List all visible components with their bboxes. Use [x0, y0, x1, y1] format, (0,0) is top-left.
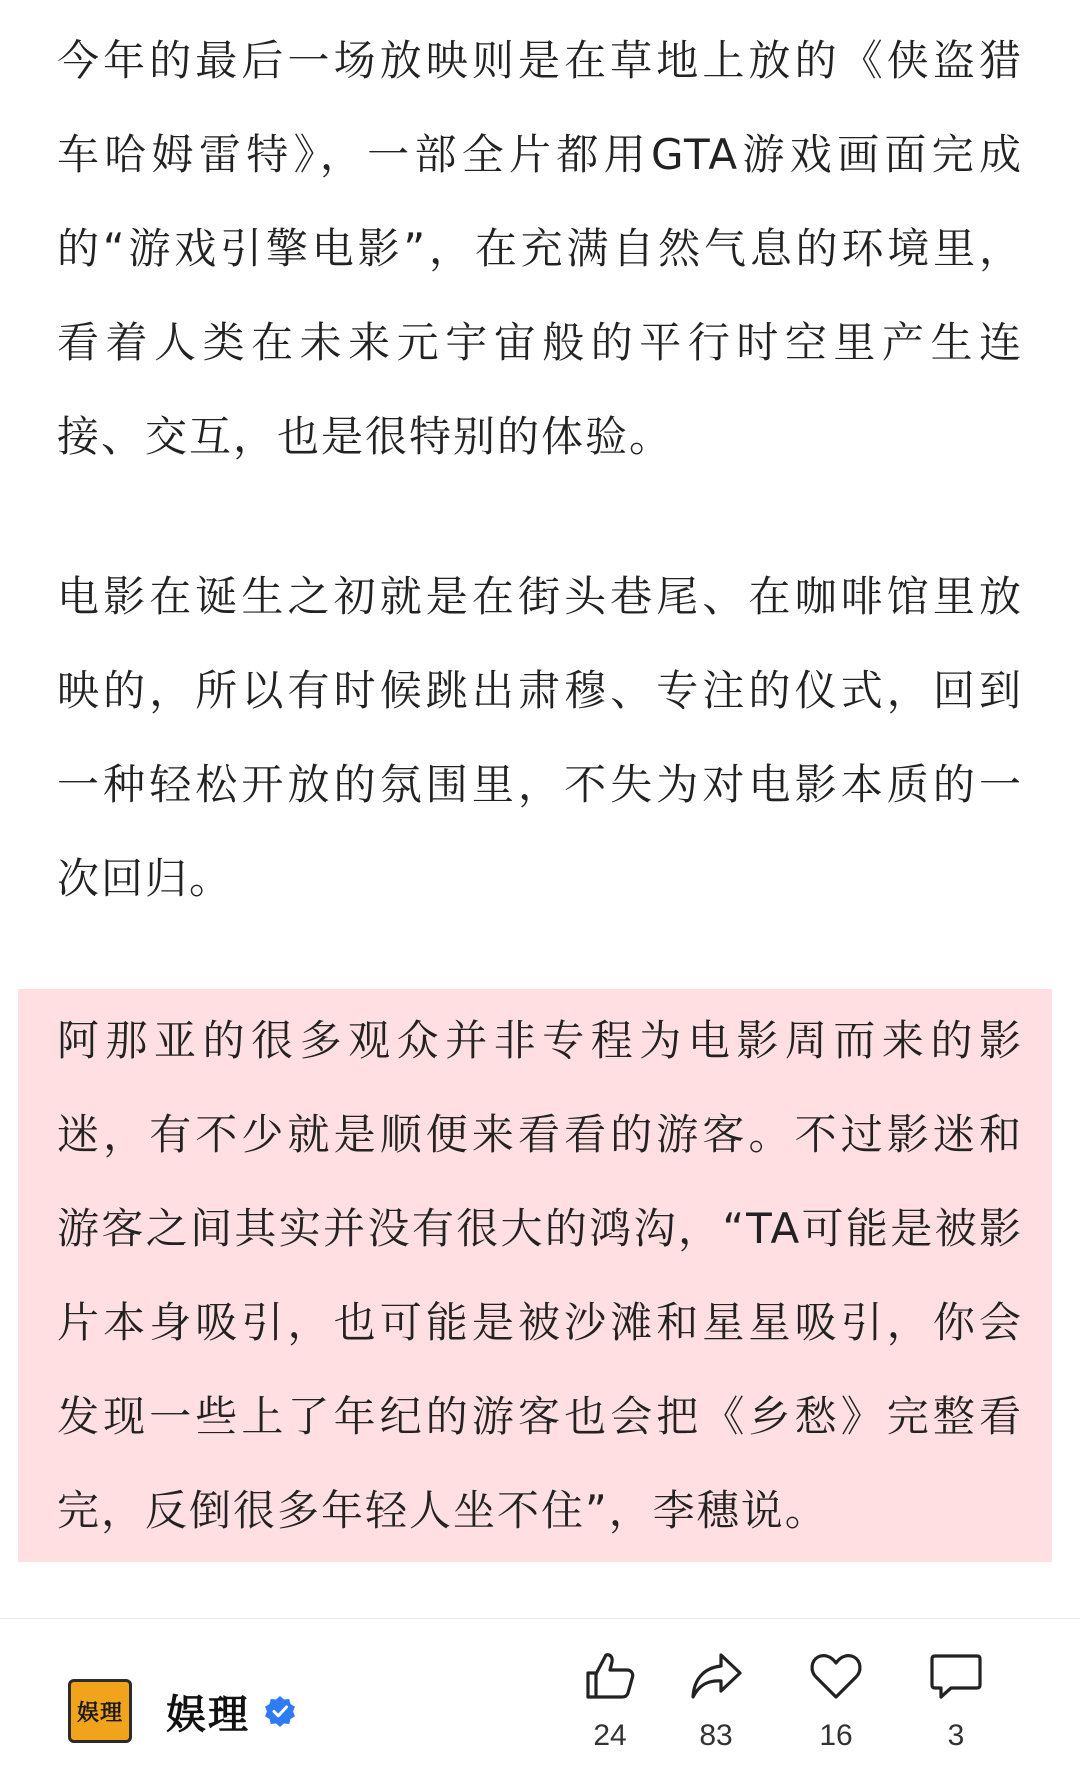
verified-badge-icon — [264, 1695, 296, 1727]
favorite-count: 16 — [819, 1719, 853, 1752]
favorite-button[interactable] — [786, 1647, 886, 1767]
thumbs-up-icon — [581, 1647, 639, 1705]
author-info[interactable] — [68, 1669, 296, 1753]
article-paragraph: 电影在诞生之初就是在街头巷尾、在咖啡馆里放映的，所以有时候跳出肃穆、专注的仪式，回到一种轻松开放的氛围里，不失为对电影本质的一次回归。 — [57, 572, 1023, 903]
share-count: 83 — [699, 1719, 733, 1752]
avatar-logo-text: 娱理 — [76, 1700, 123, 1726]
comment-count: 3 — [947, 1719, 965, 1752]
article-paragraph-highlighted: 阿那亚的很多观众并非专程为电影周而来的影迷，有不少就是顺便来看看的游客。不过影迷和游客之间其实并没有很大的鸿沟，“TA可能是被影片本身吸引，也可能是被沙滩和星星吸引，你会发现一些上了年纪的游客也会把《乡愁》完整看完，反倒很多年轻人坐不住”，李穗说。 — [57, 1016, 1023, 1535]
comment-button[interactable] — [906, 1647, 1006, 1767]
highlighted-quote-block — [18, 989, 1052, 1562]
article-paragraph: 今年的最后一场放映则是在草地上放的《侠盗猎车哈姆雷特》，一部全片都用GTA游戏画面完成的“游戏引擎电影”，在充满自然气息的环境里，看着人类在未来元宇宙般的平行时空里产生连接、交互，也是很特别的体验。 — [57, 36, 1023, 461]
action-buttons — [560, 1647, 1040, 1767]
author-avatar[interactable] — [68, 1679, 132, 1743]
like-count: 24 — [593, 1719, 627, 1752]
share-icon — [687, 1647, 745, 1705]
like-button[interactable] — [560, 1647, 660, 1767]
post-footer-bar — [0, 1619, 1080, 1787]
share-button[interactable] — [666, 1647, 766, 1767]
comment-icon — [927, 1647, 985, 1705]
author-name[interactable]: 娱理 — [166, 1691, 250, 1738]
heart-icon — [807, 1647, 865, 1705]
